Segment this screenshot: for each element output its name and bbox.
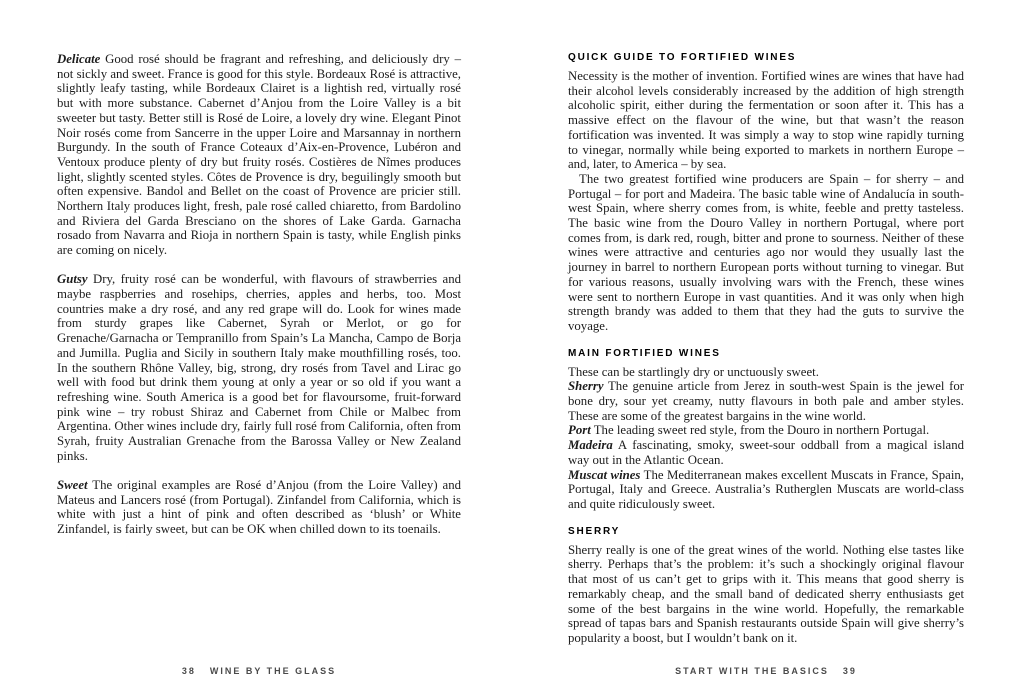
sherry-paragraph: Sherry really is one of the great wines of the world. Nothing else tastes like sherry. Perhaps that’s the problem: it’s such a shockingly original flavour that most of us can’t get to grips with it. This means that good sherry is remarkably cheap, and the small band of dedicated sherry enthusiasts get some of the best bargains in the wine world. Hopefully, the remarkable spread of tapas bars and Spanish restaurants outside Spain will give sherry’s popularity a boost, but I wouldn’t bank on it.	[568, 542, 964, 645]
paragraph-gutsy	[57, 272, 461, 463]
entry-lead-sherry: Sherry	[568, 379, 604, 394]
entry-lead-muscat-wines: Muscat wines	[568, 467, 641, 482]
section-sherry	[568, 526, 964, 646]
paragraph-sweet	[57, 478, 461, 537]
page-left-body	[57, 52, 461, 537]
entry-lead-madeira: Madeira	[568, 438, 613, 453]
section-heading-quick-guide: QUICK GUIDE TO FORTIFIED WINES	[568, 52, 797, 63]
entry-text-sherry: The genuine article from Jerez in south-west Spain is the jewel for bone dry, sour yet creamy, nutty flavours in both pale and amber styles. These are some of the greatest bargains in the wine world.	[568, 379, 964, 423]
paragraph-delicate	[57, 52, 461, 258]
main-fortified-intro: These can be startlingly dry or unctuously sweet.	[568, 364, 819, 379]
entry-text-madeira: A fascinating, smoky, sweet-sour oddball from a magical island way out in the Atlantic Ocean.	[568, 438, 964, 467]
page-right-body	[568, 52, 964, 646]
section-quick-guide	[568, 52, 964, 334]
paragraph-lead-sweet: Sweet	[57, 477, 88, 492]
section-heading-sherry: SHERRY	[568, 525, 621, 537]
paragraph-text-delicate: Good rosé should be fragrant and refreshing, and deliciously dry – not sickly and sweet. France is good for this style. Bordeaux Rosé is attractive, slightly leafy tasting, while Bordeaux Clairet is a lightish red, virtually rosé but with more substance. Cabernet d’Anjou from the Loire Valley is a bit sweeter but tasty. Better still is Rosé de Loire, a lovely dry wine. Elegant Pinot Noir rosés come from Sancerre in the upper Loire and Marsannay in northern Burgundy. In the south of France Coteaux d’Aix-en-Provence, Lubéron and Ventoux produce plenty of dry but fruity rosés. Costières de Nîmes produces light, slightly scented styles. Côtes de Provence is dry, beguilingly smooth but often expensive. Bandol and Bellet on the coast of Provence are pricier still. Northern Italy produces light, fresh, pale rosé called chiaretto, from Bardolino and Riviera del Garda Bresciano on the shores of Lake Garda. Garnacha rosado from Navarra and Rioja in northern Spain is tasty, while English pinks are coming on nicely.	[57, 52, 461, 258]
quick-guide-paragraph-2: The two greatest fortified wine producers are Spain – for sherry – and Portugal – for port and Madeira. The basic table wine of Andalucía in south-west Spain, where sherry comes from, is white, feeble and pretty tasteless. The basic wine from the Douro Valley in northern Portugal, where port comes from, is dark red, rough, bitter and prone to sourness. Neither of these wines were attractive and centuries ago nor would they usually last the journey in barrel to northern European ports without turning to vinegar. But for various reasons, usually involving wars with the French, these wines were sent to northern Europe in vast quantities. And it was only when high strength brandy was added to them that they had the guts to survive the voyage.	[568, 171, 964, 333]
paragraph-lead-gutsy: Gutsy	[57, 272, 88, 287]
entry-text-muscat-wines: The Mediterranean makes excellent Muscats in France, Spain, Portugal, Italy and Greece. Australia’s Rutherglen Muscats are world-class and quite ridiculously sweet.	[568, 467, 964, 511]
entry-port	[568, 423, 964, 438]
entry-madeira	[568, 438, 964, 467]
page-number-left: 38	[181, 666, 196, 676]
entry-sherry	[568, 379, 964, 423]
running-title-right: START WITH THE BASICS	[675, 666, 829, 676]
paragraph-lead-delicate: Delicate	[57, 52, 101, 66]
paragraph-text-sweet: The original examples are Rosé d’Anjou (from the Loire Valley) and Mateus and Lancers rosé (from Portugal). Zinfandel from California, which is white with just a hint of pink and often described as ‘blush’ or White Zinfandel, is fairly sweet, but can be OK when chilled down to its toenails.	[57, 477, 461, 537]
quick-guide-paragraph-1: Necessity is the mother of invention. Fortified wines are wines that have had their alcohol levels considerably increased by the addition of high strength alcoholic spirit, either during the fermentation or soon after it. This has a massive effect on the flavour of the wine, but that wasn’t the reason fortification was invented. It was simply a way to stop wine rapidly turning to vinegar, normally while being exported to markets in northern Europe – and, later, to America – by sea.	[568, 69, 964, 172]
page-right-footer	[568, 666, 964, 676]
entry-text-port: The leading sweet red style, from the Douro in northern Portugal.	[593, 423, 930, 438]
section-main-fortified-wines	[568, 348, 964, 512]
page-left-footer	[57, 666, 461, 676]
paragraph-text-gutsy: Dry, fruity rosé can be wonderful, with flavours of strawberries and maybe raspberries and rosehips, cherries, apples and herbs, too. Most countries make a dry rosé, and any red grape will do. Look for wines made from sturdy grapes like Cabernet, Syrah or Merlot, or go for Grenache/Garnacha or Tempranillo from Spain’s La Mancha, Campo de Borja and Jumilla. Puglia and Sicily in southern Italy make mouthfilling rosés, too. In the southern Rhône Valley, big, strong, dry rosés from Tavel and Lirac go well with food but drink them young at only a year or so old if you want a refreshing wine. South America is a good bet for flavoursome, fruit-forward pink wine – try robust Shiraz and Cabernet from Chile or Malbec from Argentina. Other wines include dry, fairly full rosé from California, often from Syrah, fruity Australian Grenache from the Barossa Valley or New Zealand pinks.	[57, 272, 461, 463]
section-heading-main-fortified: MAIN FORTIFIED WINES	[568, 347, 721, 359]
page-number-right: 39	[842, 666, 857, 676]
running-title-left: WINE BY THE GLASS	[209, 666, 337, 676]
entry-lead-port: Port	[568, 423, 591, 438]
entry-muscat-wines	[568, 468, 964, 512]
